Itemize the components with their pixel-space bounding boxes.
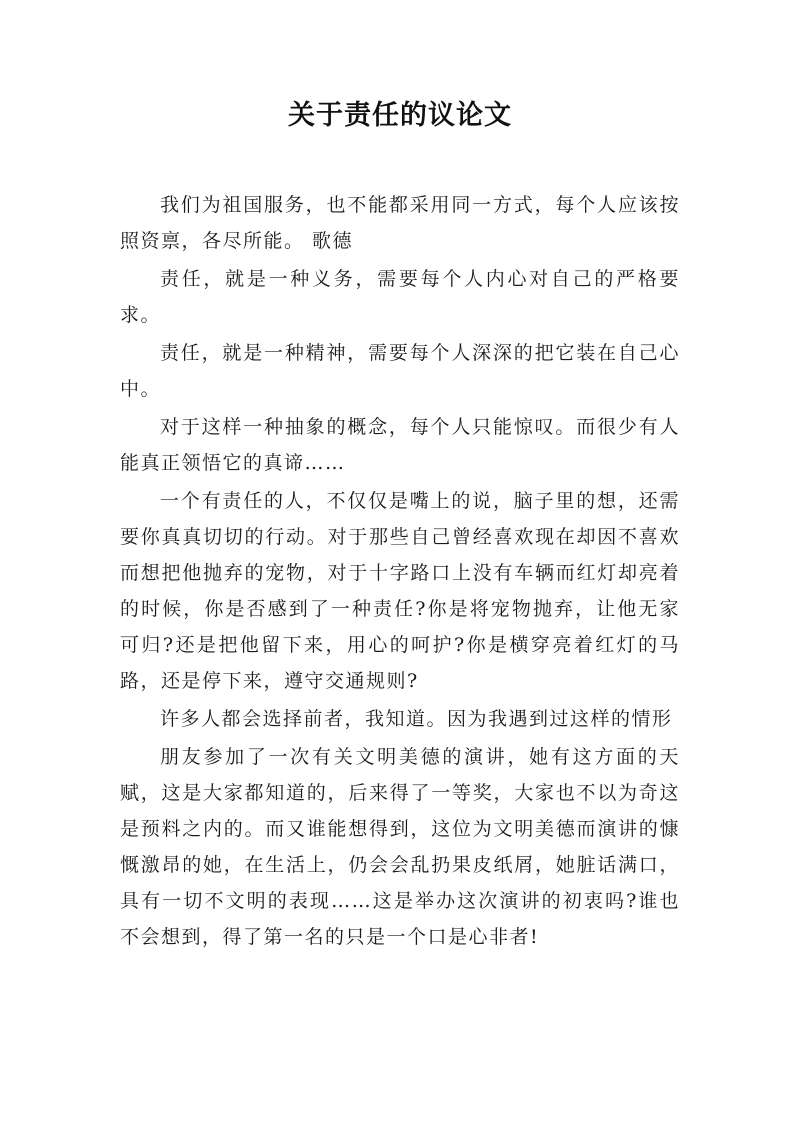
paragraph-3: 责任，就是一种精神，需要每个人深深的把它装在自己心中。	[120, 342, 680, 400]
paragraph-5: 一个有责任的人，不仅仅是嘴上的说，脑子里的想，还需要你真真切切的行动。对于那些自己曾经喜欢现在却因不喜欢而想把他抛弃的宠物，对于十字路口上没有车辆而红灯却亮着的时候，你是否感到了一种责任?你是将宠物抛弃，让他无家可归?还是把他留下来，用心的呵护?你是横穿亮着红灯的马路，还是停下来，遵守交通规则?	[120, 490, 680, 692]
paragraph-1: 我们为祖国服务，也不能都采用同一方式，每个人应该按照资禀，各尽所能。 歌德	[120, 194, 680, 252]
paragraph-6: 许多人都会选择前者，我知道。因为我遇到过这样的情形	[160, 708, 673, 730]
paragraph-7: 朋友参加了一次有关文明美德的演讲，她有这方面的天赋，这是大家都知道的，后来得了一等奖，大家也不以为奇这是预料之内的。而又谁能想得到，这位为文明美德而演讲的慷慨激昂的她，在生活上，仍会会乱扔果皮纸屑，她脏话满口，具有一切不文明的表现……这是举办这次演讲的初衷吗?谁也不会想到，得了第一名的只是一个口是心非者!	[120, 746, 680, 948]
document-body	[120, 187, 680, 957]
document-title: 关于责任的议论文	[288, 100, 512, 131]
paragraph-4: 对于这样一种抽象的概念，每个人只能惊叹。而很少有人能真正领悟它的真谛……	[120, 416, 680, 474]
paragraph-2: 责任，就是一种义务，需要每个人内心对自己的严格要求。	[120, 268, 680, 326]
